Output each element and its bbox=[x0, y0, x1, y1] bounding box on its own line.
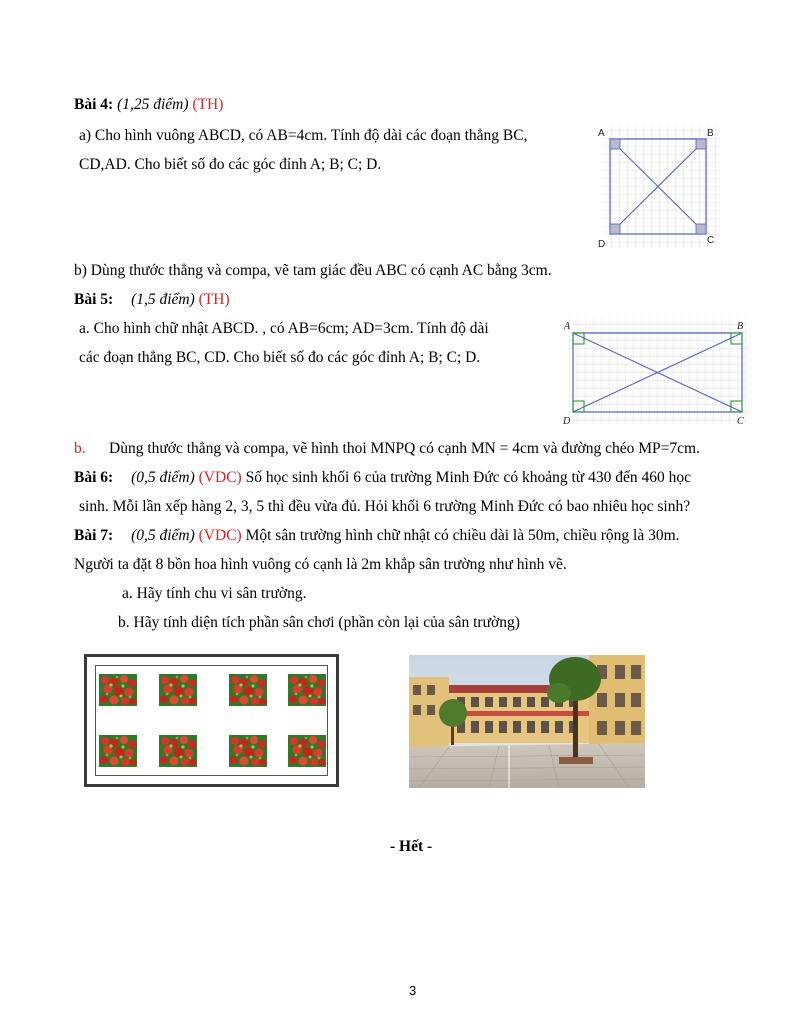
bai6-label: Bài 6: bbox=[74, 469, 114, 486]
bai7-text1: Một sân trường hình chữ nhật có chiều dài là 50m, chiều rộng là 30m. bbox=[245, 527, 680, 544]
flower-bed bbox=[99, 735, 137, 767]
bai4-a-line1: a) Cho hình vuông ABCD, có AB=4cm. Tính độ dài các đoạn thẳng BC, bbox=[79, 127, 528, 144]
bai7-label: Bài 7: bbox=[74, 527, 114, 544]
bai6-text1: Số học sinh khối 6 của trường Minh Đức có khoảng từ 430 đến 460 học bbox=[245, 469, 691, 486]
flower-bed bbox=[99, 674, 137, 706]
square-label-c: C bbox=[707, 235, 715, 246]
bai4-b-line: b) Dùng thước thẳng và compa, vẽ tam giác đều ABC có cạnh AC bằng 3cm. bbox=[74, 262, 552, 279]
rect-label-d: D bbox=[563, 416, 571, 427]
bai6-level: (VDC) bbox=[198, 469, 242, 486]
rect-label-b: B bbox=[737, 321, 744, 332]
bai6-line1 bbox=[74, 468, 691, 488]
bai4-heading bbox=[74, 95, 223, 115]
square-label-a: A bbox=[598, 128, 605, 139]
square-figure bbox=[595, 122, 725, 252]
bai5-b-marker: b. bbox=[74, 440, 86, 457]
rectangle-figure bbox=[561, 316, 753, 428]
bai4-level: (TH) bbox=[192, 96, 224, 113]
flower-bed bbox=[229, 735, 267, 767]
rect-label-a: A bbox=[564, 321, 571, 332]
bai6-text2: sinh. Mỗi lần xếp hàng 2, 3, 5 thì đều vừa đủ. Hỏi khối 6 trường Minh Đức có bao nhiêu học sinh? bbox=[79, 498, 691, 515]
bai7-text2: Người ta đặt 8 bồn hoa hình vuông có cạnh là 2m khắp sân trường như hình vẽ. bbox=[74, 556, 567, 573]
end-marker: - Hết - bbox=[390, 838, 433, 855]
bai6-points: (0,5 điểm) bbox=[131, 469, 195, 486]
flower-bed bbox=[159, 674, 197, 706]
bai5-heading bbox=[74, 290, 230, 310]
flower-bed bbox=[159, 735, 197, 767]
bai4-a-line2: CD,AD. Cho biết số đo các góc đỉnh A; B; C; D. bbox=[79, 156, 382, 173]
rect-label-c: C bbox=[737, 416, 744, 427]
bai7-line1 bbox=[74, 526, 680, 546]
bai7-question-a: a. Hãy tính chu vi sân trường. bbox=[122, 585, 307, 602]
bai5-level: (TH) bbox=[198, 291, 230, 308]
bai7-points: (0,5 điểm) bbox=[131, 527, 195, 544]
bai4-label: Bài 4: bbox=[74, 96, 114, 113]
square-label-b: B bbox=[707, 128, 714, 139]
bai5-points: (1,5 điểm) bbox=[131, 291, 195, 308]
page-number: 3 bbox=[409, 983, 417, 998]
schoolyard-diagram bbox=[84, 654, 339, 787]
bai7-level: (VDC) bbox=[198, 527, 242, 544]
schoolyard-photo bbox=[409, 655, 645, 788]
flower-bed bbox=[229, 674, 267, 706]
flower-bed bbox=[288, 735, 326, 767]
bai7-question-b: b. Hãy tính diện tích phần sân chơi (phần còn lại của sân trường) bbox=[118, 614, 520, 631]
bai5-label: Bài 5: bbox=[74, 291, 114, 308]
bai5-a-line1: a. Cho hình chữ nhật ABCD. , có AB=6cm; AD=3cm. Tính độ dài bbox=[79, 320, 489, 337]
bai5-b-text: Dùng thước thẳng và compa, vẽ hình thoi MNPQ có cạnh MN = 4cm và đường chéo MP=7cm. bbox=[109, 440, 700, 457]
square-label-d: D bbox=[598, 239, 606, 250]
bai4-points: (1,25 điểm) bbox=[117, 96, 189, 113]
flower-bed bbox=[288, 674, 326, 706]
bai5-a-line2: các đoạn thẳng BC, CD. Cho biết số đo các góc đỉnh A; B; C; D. bbox=[79, 349, 481, 366]
